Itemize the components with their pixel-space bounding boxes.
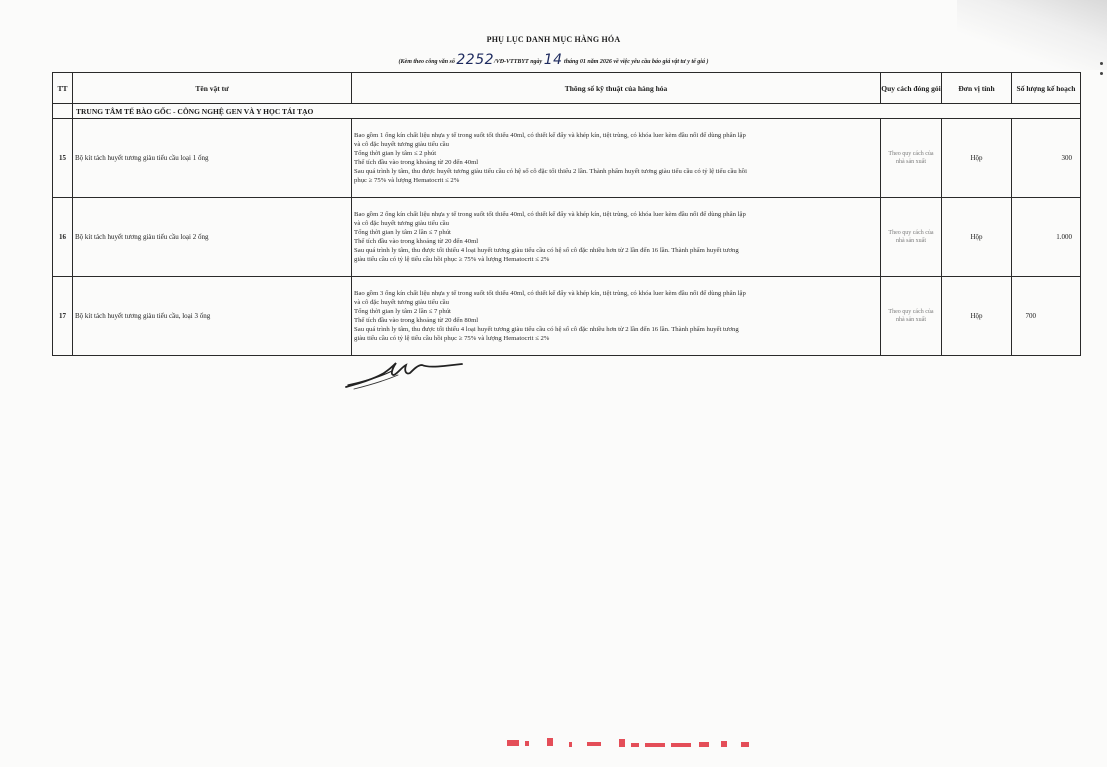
spec-line: giàu tiểu cầu có tỷ lệ tiểu cầu hồi phục ≥ 75% và lượng Hematocrit ≤ 2% [354,256,550,263]
spec-line: và cô đặc huyết tương giàu tiểu cầu [354,141,449,148]
spec-line: Tổng thời gian ly tâm 2 lần ≤ 7 phút [354,308,451,315]
row-tt: 15 [53,119,73,198]
spec-line: và cô đặc huyết tương giàu tiểu cầu [354,220,449,227]
row-spec [352,119,881,198]
spec-line: Bao gồm 2 ống kín chất liệu nhựa y tế trong suốt tối thiểu 40ml, có thiết kế đẩy và khép kín, tiệt trùng, có khóa luer kèm đầu nối để dùng phân lập [354,211,746,218]
spec-line: Tổng thời gian ly tâm ≤ 2 phút [354,150,437,157]
handwritten-signature [340,355,470,395]
row-pack: Theo quy cách của nhà sản xuất [881,198,942,277]
handwritten-dispatch-number: 2252 [456,52,495,68]
row-spec [352,198,881,277]
goods-table [52,72,1081,356]
scan-edge-mark [1100,72,1103,75]
header-tt: TT [53,73,73,104]
table-header-row [53,73,1081,104]
row-unit: Hộp [942,277,1012,356]
header-qty: Số lượng kế hoạch [1012,73,1081,104]
spec-line: Thể tích đầu vào trong khoảng từ 20 đến 80ml [354,317,479,324]
document-subtitle [0,52,1107,68]
spec-line: Sau quá trình ly tâm, thu được tối thiểu 4 loại huyết tương giàu tiểu cầu có hệ số cô đặc nhiều hơn từ 2 lần đến 16 lần. Thành phẩm huyết tương [354,247,739,254]
subtitle-mid: /VĐ-VTTBYT ngày [494,59,543,65]
row-name: Bộ kít tách huyết tương giàu tiểu cầu loại 1 ống [73,119,352,198]
handwritten-day: 14 [543,52,563,68]
table-row [53,119,1081,198]
row-name: Bộ kít tách huyết tương giàu tiểu cầu loại 2 ống [73,198,352,277]
table-row [53,198,1081,277]
header-spec: Thông số kỹ thuật của hàng hóa [352,73,881,104]
red-stamp-fragment [505,736,765,750]
row-spec [352,277,881,356]
row-pack: Theo quy cách của nhà sản xuất [881,119,942,198]
row-unit: Hộp [942,198,1012,277]
section-row [53,104,1081,119]
header-pack: Quy cách đóng gói [881,73,942,104]
subtitle-suffix: tháng 01 năm 2026 về việc yêu cầu báo giá vật tư y tế giá ) [564,59,709,65]
spec-line: phục ≥ 75% và lượng Hematocrit ≤ 2% [354,177,460,184]
row-qty: 1.000 [1012,198,1081,277]
table-row [53,277,1081,356]
section-empty-cell [53,104,73,119]
subtitle-prefix: (Kèm theo công văn số [398,59,455,65]
row-qty: 300 [1012,119,1081,198]
row-tt: 16 [53,198,73,277]
row-qty: 700 [1012,277,1081,356]
header-unit: Đơn vị tính [942,73,1012,104]
row-name: Bộ kít tách huyết tương giàu tiểu cầu, loại 3 ống [73,277,352,356]
spec-line: Bao gồm 3 ống kín chất liệu nhựa y tế trong suốt tối thiểu 40ml, có thiết kế đẩy và khép kín, tiệt trùng, có khóa luer kèm đầu nối để dùng phân lập [354,290,746,297]
spec-line: và cô đặc huyết tương giàu tiểu cầu [354,299,449,306]
row-pack: Theo quy cách của nhà sản xuất [881,277,942,356]
spec-line: Sau quá trình ly tâm, thu được tối thiểu 4 loại huyết tương giàu tiểu cầu có hệ số cô đặc nhiều hơn từ 2 lần đến 16 lần. Thành phẩm huyết tương [354,326,739,333]
document-title: PHỤ LỤC DANH MỤC HÀNG HÓA [486,35,621,44]
section-title: TRUNG TÂM TẾ BÀO GỐC - CÔNG NGHỆ GEN VÀ Y HỌC TÁI TẠO [73,104,1081,119]
spec-line: Thể tích đầu vào trong khoảng từ 20 đến 40ml [354,238,479,245]
spec-line: Sau quá trình ly tâm, thu được huyết tương giàu tiểu cầu có hệ số cô đặc tối thiểu 2 lần. Thành phẩm huyết tương giàu tiểu cầu có tỷ lệ tiểu cầu hồi [354,168,747,175]
spec-line: Bao gồm 1 ống kín chất liệu nhựa y tế trong suốt tối thiểu 40ml, có thiết kế đẩy và khép kín, tiệt trùng, có khóa luer kèm đầu nối để dùng phân lập [354,132,746,139]
row-tt: 17 [53,277,73,356]
row-unit: Hộp [942,119,1012,198]
header-name: Tên vật tư [73,73,352,104]
spec-line: Tổng thời gian ly tâm 2 lần ≤ 7 phút [354,229,451,236]
spec-line: giàu tiểu cầu có tỷ lệ tiểu cầu hồi phục ≥ 75% và lượng Hematocrit ≤ 2% [354,335,550,342]
spec-line: Thể tích đầu vào trong khoảng từ 20 đến 40ml [354,159,479,166]
